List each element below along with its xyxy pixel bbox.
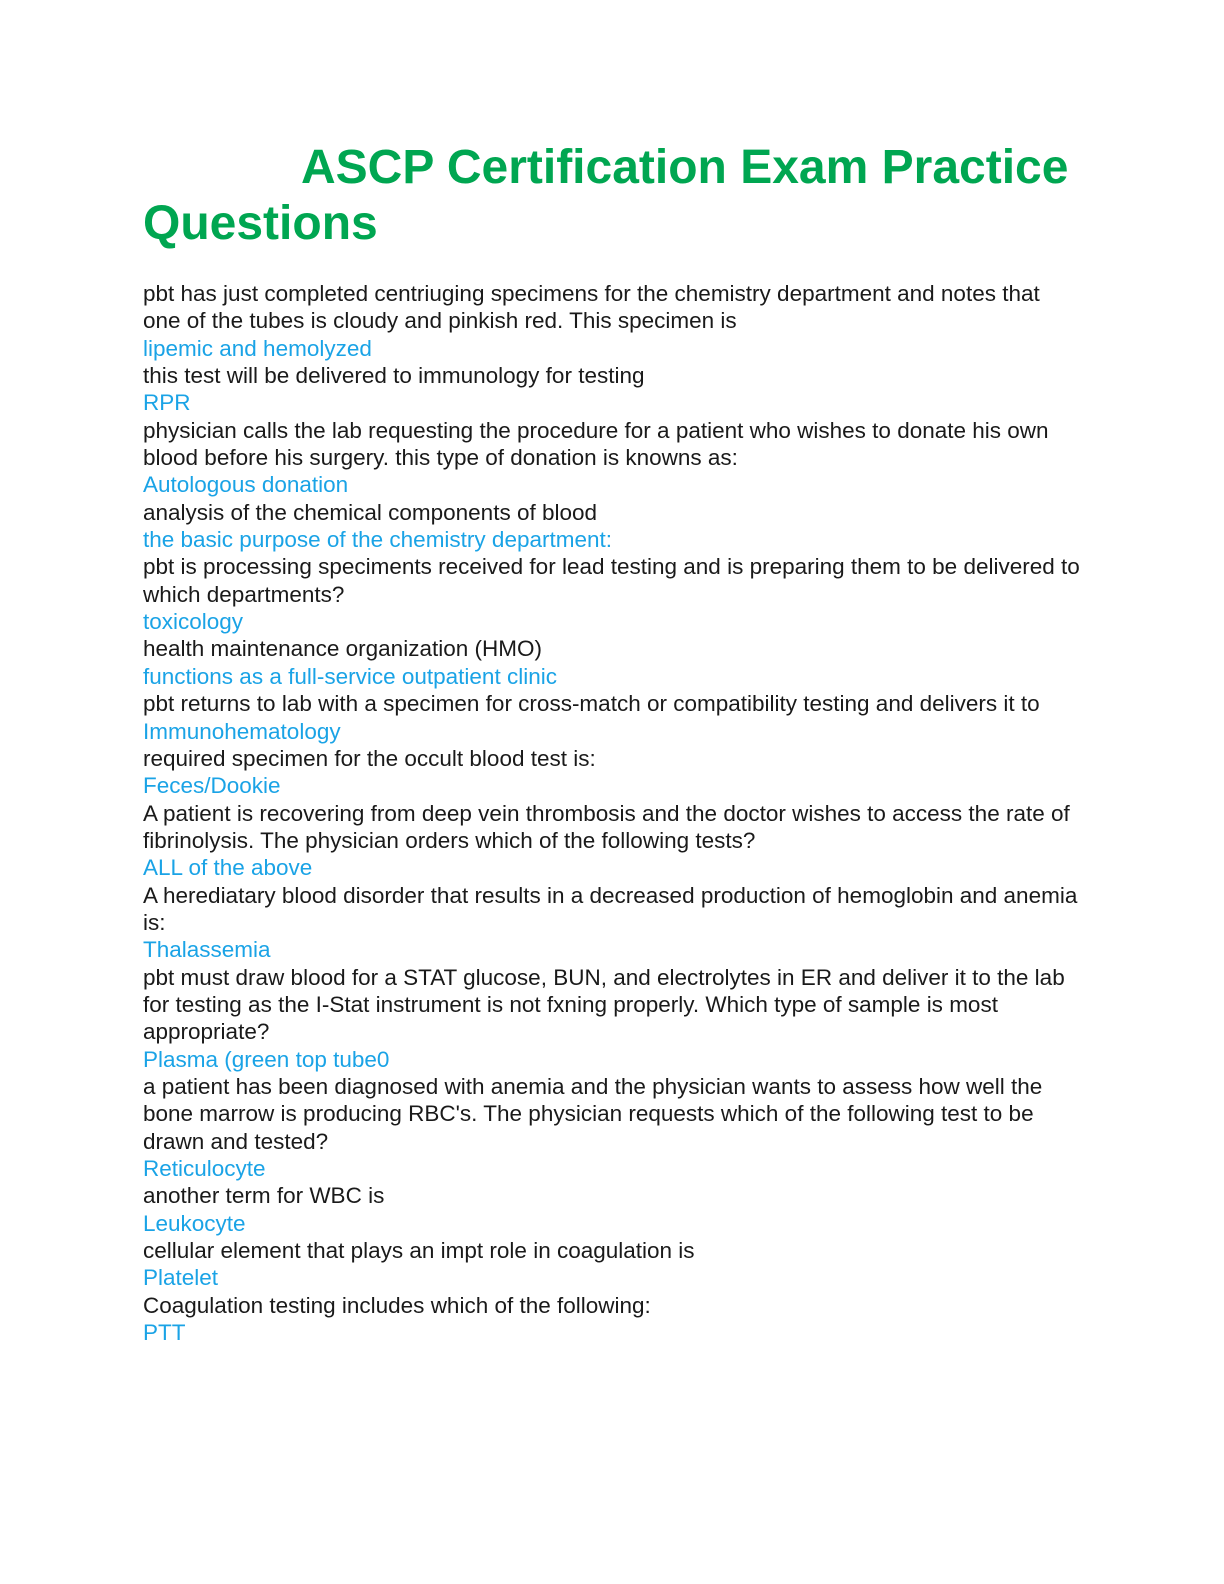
question-text: health maintenance organization (HMO) <box>143 636 542 662</box>
question-text: pbt returns to lab with a specimen for cross-match or compatibility testing and delivers it to <box>143 691 1040 717</box>
question-text: pbt must draw blood for a STAT glucose, BUN, and electrolytes in ER and deliver it to the lab for testing as the I-Stat instrument is not fxning properly. Which type of sample is most appropriate? <box>143 964 1065 1045</box>
answer-text: Plasma (green top tube0 <box>143 1046 390 1072</box>
question-text: A herediatary blood disorder that results in a decreased production of hemoglobin and anemia is: <box>143 882 1078 935</box>
question-text: Coagulation testing includes which of the following: <box>143 1292 651 1318</box>
answer-text: lipemic and hemolyzed <box>143 335 372 361</box>
answer-text: the basic purpose of the chemistry department: <box>143 527 612 553</box>
question-text: pbt has just completed centriuging specimens for the chemistry department and notes that one of the tubes is cloudy and pinkish red. This specimen is <box>143 281 1040 334</box>
question-text: cellular element that plays an impt role in coagulation is <box>143 1238 695 1264</box>
answer-text: toxicology <box>143 609 244 635</box>
answer-text: ALL of the above <box>143 855 313 881</box>
answer-text: functions as a full-service outpatient clinic <box>143 663 557 689</box>
answer-text: Reticulocyte <box>143 1156 266 1181</box>
answer-text: Feces/Dookie <box>143 773 281 799</box>
answer-text: Thalassemia <box>143 937 271 963</box>
answer-text: Immunohematology <box>143 718 341 744</box>
question-text: physician calls the lab requesting the procedure for a patient who wishes to donate his own blood before his surgery. this type of donation is knowns as: <box>143 417 1049 471</box>
question-text: a patient has been diagnosed with anemia and the physician wants to assess how well the bone marrow is producing RBC's. The physician requests which of the following test to be drawn and tested? <box>143 1073 1043 1154</box>
question-answer-list <box>143 280 1083 1346</box>
answer-text: PTT <box>143 1320 186 1346</box>
question-text: required specimen for the occult blood test is: <box>143 745 596 771</box>
question-text: this test will be delivered to immunology for testing <box>143 363 645 389</box>
question-text: another term for WBC is <box>143 1183 385 1209</box>
question-text: A patient is recovering from deep vein thrombosis and the doctor wishes to access the rate of fibrinolysis. The physician orders which of the following tests? <box>143 800 1070 853</box>
answer-text: Platelet <box>143 1265 219 1291</box>
answer-text: Leukocyte <box>143 1210 246 1236</box>
question-text: pbt is processing speciments received for lead testing and is preparing them to be delivered to which departments? <box>143 554 1080 607</box>
answer-text: RPR <box>143 390 191 416</box>
question-text: analysis of the chemical components of blood <box>143 499 598 525</box>
answer-text: Autologous donation <box>143 472 349 498</box>
page-title: ASCP Certification Exam Practice Questions <box>143 141 1069 250</box>
